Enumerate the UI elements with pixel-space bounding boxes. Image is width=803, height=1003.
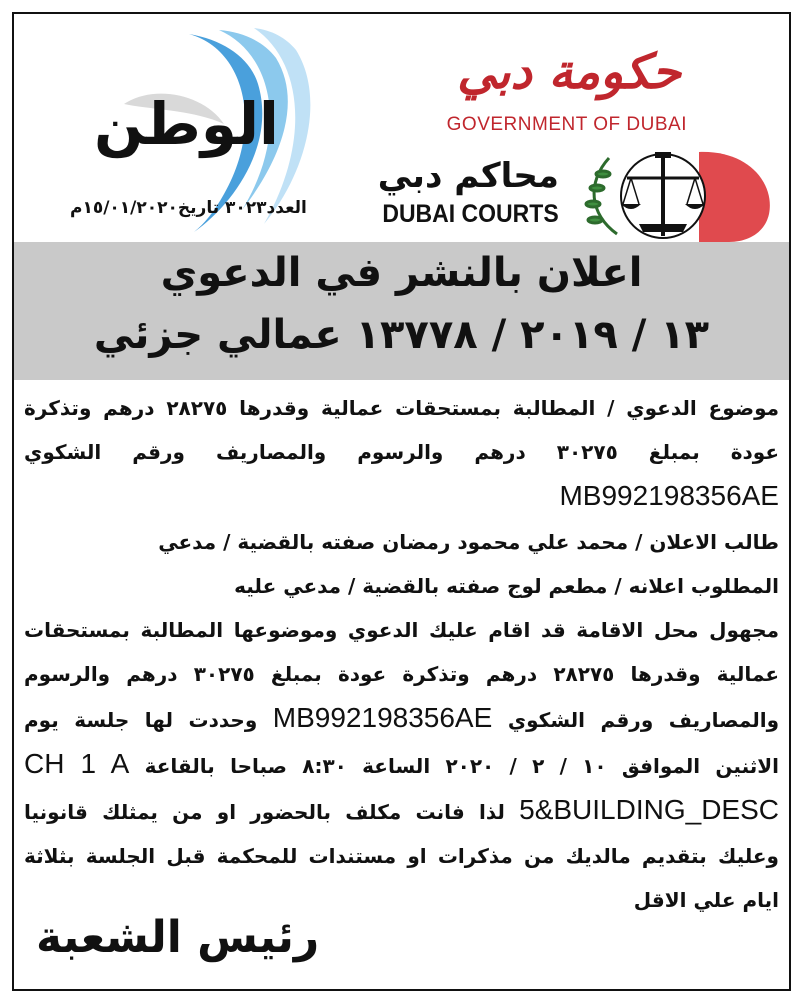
plaintiff-line: طالب الاعلان / محمد علي محمود رمضان صفته بالقضية / مدعي [158,530,779,554]
government-arabic-logo: حكومة دبي [457,44,681,100]
title-band [14,242,789,380]
government-english-label: GOVERNMENT OF DUBAI [446,114,687,135]
defendant-line: المطلوب اعلانه / مطعم لوج صفته بالقضية / مدعي عليه [234,574,779,598]
hall-code: CH 1 A 5&BUILDING_DESC [24,748,779,825]
header [14,14,789,242]
hearing-text-a: مجهول محل الاقامة قد اقام عليك الدعوي وموضوعها المطالبة بمستحقات عمالية وقدرها ٢٨٢٧٥ درهم وتذكرة عودة بمبلغ ٣٠٢٧٥ درهم والرسوم والمصاريف ورقم الشكوي [24,618,780,732]
announcement-frame [12,12,791,991]
case-subject-paragraph [24,386,779,520]
scales-of-justice-icon [579,144,775,244]
issue-line: العدد٣٠٢٣ تاريخ١٥/٠١/٢٠٢٠م [70,198,307,218]
announcement-body [24,386,779,922]
complaint-number: MB992198356AE [559,480,779,511]
hearing-text-b: وحددت لها جلسة يوم الاثنين الموافق ١٠ / ٢ / ٢٠٢٠ الساعة ٨:٣٠ صباحا بالقاعة [24,708,779,778]
signature: رئيس الشعبة [36,912,320,963]
courts-arabic-label: محاكم دبي [377,156,559,196]
case-number: ١٣ / ٢٠١٩ / ١٣٧٧٨ عمالي جزئي [93,312,710,358]
announcement-title: اعلان بالنشر في الدعوي [160,250,643,296]
complaint-number-2: MB992198356AE [272,702,493,733]
newspaper-name: الوطن [94,90,279,158]
courts-english-label: DUBAI COURTS [382,200,559,228]
hearing-paragraph [24,608,779,922]
case-subject: موضوع الدعوي / المطالبة بمستحقات عمالية وقدرها ٢٨٢٧٥ درهم وتذكرة عودة بمبلغ ٣٠٢٧٥ درهم والرسوم والمصاريف ورقم الشكوي [24,396,779,464]
hearing-text-c: لذا فانت مكلف بالحضور او من يمثلك قانونيا وعليك بتقديم مالديك من مذكرات او مستندات للمحكمة قبل الجلسة بثلاثة ايام علي الاقل [24,800,779,912]
